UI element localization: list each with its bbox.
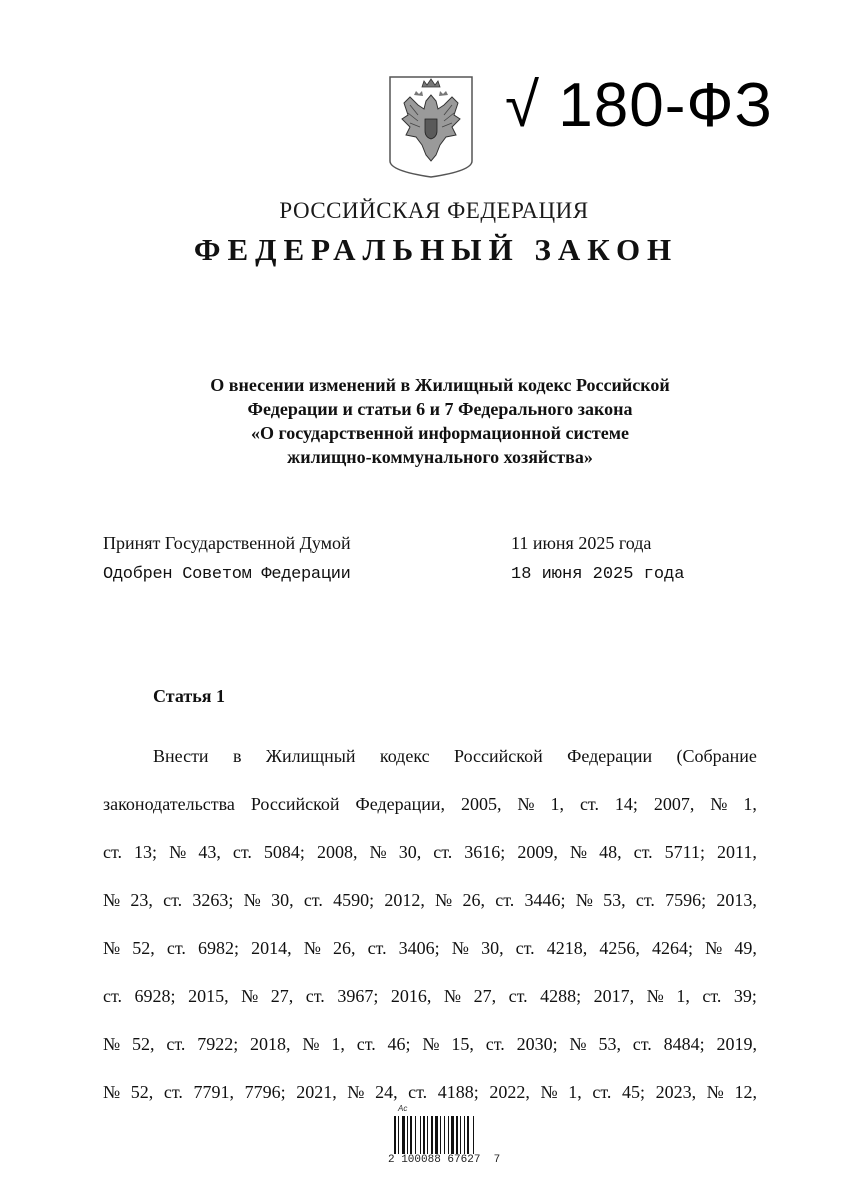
- article-word: 7922;: [197, 1034, 239, 1054]
- article-word: 3446;: [524, 890, 566, 910]
- article-word: ст.: [515, 938, 535, 958]
- article-line: [103, 876, 757, 924]
- article-word: 30,: [481, 938, 504, 958]
- article-word: 2013,: [716, 890, 757, 910]
- article-word: 48,: [599, 842, 622, 862]
- article-word: 46;: [387, 1034, 411, 1054]
- article-word: ст.: [163, 1082, 183, 1102]
- article-word: ст.: [579, 794, 599, 814]
- law-title-line: Федерации и статьи 6 и 7 Федерального закона: [247, 399, 633, 419]
- article-word: Российской: [454, 746, 543, 766]
- barcode-bar: [464, 1116, 465, 1154]
- article-word: Российской: [250, 794, 340, 814]
- law-title: [150, 373, 730, 469]
- article-word: 4256,: [599, 938, 640, 958]
- article-word: 2009,: [517, 842, 558, 862]
- law-number: √ 180-ФЗ: [505, 71, 773, 140]
- barcode-bar: [440, 1116, 441, 1154]
- article-word: 6928;: [134, 986, 176, 1006]
- barcode-bar: [407, 1116, 408, 1154]
- article-word: №: [569, 842, 588, 862]
- article-word: 2022,: [489, 1082, 530, 1102]
- article-word: 2030;: [516, 1034, 558, 1054]
- barcode-bar: [423, 1116, 425, 1154]
- article-word: 4288;: [540, 986, 582, 1006]
- law-title-line: жилищно-коммунального хозяйства»: [287, 447, 593, 467]
- barcode-bar: [451, 1116, 454, 1154]
- article-word: 53,: [603, 890, 626, 910]
- article-line: [103, 828, 757, 876]
- article-word: 7791,: [193, 1082, 234, 1102]
- article-word: 1,: [676, 986, 690, 1006]
- article-word: 3967;: [337, 986, 379, 1006]
- article-word: 2018,: [250, 1034, 291, 1054]
- article-word: ст.: [408, 1082, 428, 1102]
- article-word: №: [243, 890, 261, 910]
- article-word: 49,: [734, 938, 757, 958]
- article-word: №: [347, 1082, 365, 1102]
- law-title-line: «О государственной информационной системе: [251, 423, 629, 443]
- article-word: ст.: [633, 842, 653, 862]
- barcode-bar: [410, 1116, 412, 1154]
- article-word: №: [103, 1082, 121, 1102]
- article-word: ст.: [103, 986, 123, 1006]
- article-word: 30,: [271, 890, 294, 910]
- barcode-digits: 2 100088 67627 7: [388, 1154, 501, 1166]
- article-word: ст.: [495, 890, 515, 910]
- article-word: 2007,: [653, 794, 695, 814]
- article-word: №: [169, 842, 187, 862]
- article-word: 27,: [270, 986, 294, 1006]
- law-title-line: О внесении изменений в Жилищный кодекс Российской: [210, 375, 670, 395]
- article-word: 4264;: [651, 938, 693, 958]
- article-word: 2017,: [593, 986, 635, 1006]
- article-word: 2011,: [717, 842, 757, 862]
- article-word: ст.: [305, 986, 325, 1006]
- article-word: 2005,: [460, 794, 502, 814]
- article-word: 2012,: [384, 890, 425, 910]
- article-word: 53,: [598, 1034, 621, 1054]
- article-word: в: [232, 746, 242, 766]
- article-word: Внести: [153, 746, 209, 766]
- article-word: ст.: [166, 938, 186, 958]
- adoption-block: [103, 533, 723, 597]
- article-word: №: [575, 890, 593, 910]
- article-word: 2021,: [296, 1082, 337, 1102]
- article-word: №: [103, 1034, 121, 1054]
- article-word: №: [369, 842, 387, 862]
- barcode-bars: [394, 1116, 504, 1154]
- article-word: 1,: [331, 1034, 345, 1054]
- article-word: №: [646, 986, 664, 1006]
- article-word: ст.: [508, 986, 528, 1006]
- article-word: ст.: [166, 1034, 186, 1054]
- article-word: 2008,: [316, 842, 358, 862]
- duma-label: Принят Государственной Думой: [103, 533, 351, 553]
- article-word: 39;: [733, 986, 757, 1006]
- article-word: 2014,: [251, 938, 292, 958]
- article-word: 1,: [568, 1082, 582, 1102]
- barcode-bar: [394, 1116, 396, 1154]
- article-word: ст.: [356, 1034, 376, 1054]
- article-word: 3616;: [464, 842, 506, 862]
- article-word: 27,: [473, 986, 497, 1006]
- article-line: [103, 732, 757, 780]
- council-approval-row: [103, 565, 723, 597]
- barcode-bar: [448, 1116, 449, 1154]
- article-word: №: [103, 890, 121, 910]
- article-word: 23,: [130, 890, 153, 910]
- council-label: Одобрен Советом Федерации: [103, 565, 351, 584]
- coat-of-arms-icon: [388, 75, 474, 179]
- article-word: ст.: [163, 890, 183, 910]
- council-date: 18 июня 2025 года: [511, 565, 685, 584]
- article-word: №: [302, 1034, 320, 1054]
- article-word: 5084;: [263, 842, 305, 862]
- article-line: [103, 1020, 757, 1068]
- barcode-bar: [402, 1116, 405, 1154]
- article-word: 7596;: [665, 890, 707, 910]
- barcode-bar: [444, 1116, 445, 1154]
- article-word: 2019,: [716, 1034, 757, 1054]
- barcode-bar: [460, 1116, 461, 1154]
- article-word: 13;: [134, 842, 158, 862]
- article-word: 12,: [734, 1082, 757, 1102]
- barcode-bar: [415, 1116, 416, 1154]
- article-word: 2015,: [188, 986, 229, 1006]
- article-word: №: [540, 1082, 558, 1102]
- article-word: №: [443, 986, 462, 1006]
- article-word: №: [435, 890, 453, 910]
- article-word: №: [303, 938, 321, 958]
- article-word: 2023,: [655, 1082, 697, 1102]
- barcode-bar: [456, 1116, 458, 1154]
- article-word: №: [422, 1034, 440, 1054]
- article-word: (Собрание: [676, 746, 757, 766]
- barcode-bar: [467, 1116, 469, 1154]
- article-word: 3263;: [192, 890, 234, 910]
- document-type-heading: ФЕДЕРАЛЬНЫЙ ЗАКОН: [193, 232, 679, 267]
- article-word: ст.: [632, 1034, 652, 1054]
- article-word: 4590;: [333, 890, 375, 910]
- article-word: Федерации: [567, 746, 653, 766]
- article-word: №: [569, 1034, 587, 1054]
- article-word: ст.: [485, 1034, 505, 1054]
- article-heading: Статья 1: [153, 686, 225, 706]
- article-word: 30,: [398, 842, 422, 862]
- barcode-bar: [435, 1116, 438, 1154]
- article-word: 52,: [132, 938, 155, 958]
- article-word: 26,: [462, 890, 485, 910]
- article-word: 14;: [614, 794, 638, 814]
- article-line: [103, 780, 757, 828]
- article-word: ст.: [433, 842, 453, 862]
- article-word: 4188;: [437, 1082, 479, 1102]
- article-word: №: [451, 938, 469, 958]
- article-word: кодекс: [379, 746, 430, 766]
- article-line: [103, 924, 757, 972]
- article-word: №: [710, 794, 728, 814]
- barcode-bar: [427, 1116, 428, 1154]
- article-body: [103, 732, 757, 1116]
- article-word: №: [517, 794, 535, 814]
- article-word: 5711;: [664, 842, 705, 862]
- article-word: 52,: [132, 1034, 155, 1054]
- article-word: №: [241, 986, 259, 1006]
- country-heading: РОССИЙСКАЯ ФЕДЕРАЦИЯ: [279, 198, 589, 223]
- barcode-bar: [473, 1116, 474, 1154]
- article-word: 8484;: [663, 1034, 705, 1054]
- article-word: ст.: [303, 890, 323, 910]
- article-word: 15,: [451, 1034, 474, 1054]
- article-word: 43,: [198, 842, 221, 862]
- article-word: №: [103, 938, 121, 958]
- article-word: №: [706, 1082, 724, 1102]
- article-word: 6982;: [197, 938, 239, 958]
- article-word: 2016,: [390, 986, 432, 1006]
- article-word: 1,: [743, 794, 757, 814]
- article-word: 24,: [375, 1082, 398, 1102]
- barcode: [388, 1104, 508, 1174]
- article-word: законодательства: [103, 794, 235, 814]
- article-word: 3406;: [398, 938, 440, 958]
- article-word: ст.: [232, 842, 252, 862]
- article-word: 7796;: [244, 1082, 286, 1102]
- article-word: ст.: [592, 1082, 612, 1102]
- article-line: [103, 972, 757, 1020]
- article-word: 1,: [550, 794, 564, 814]
- barcode-bar: [431, 1116, 433, 1154]
- barcode-bar: [398, 1116, 399, 1154]
- article-word: 4218,: [546, 938, 588, 958]
- article-word: ст.: [367, 938, 387, 958]
- article-word: Жилищный: [265, 746, 356, 766]
- article-word: Федерации,: [355, 794, 445, 814]
- article-word: ст.: [635, 890, 655, 910]
- article-word: ст.: [702, 986, 722, 1006]
- article-word: ст.: [103, 842, 123, 862]
- article-word: 45;: [621, 1082, 645, 1102]
- duma-adoption-row: [103, 533, 723, 565]
- barcode-bar: [420, 1116, 421, 1154]
- barcode-mark: Ac: [398, 1104, 408, 1113]
- duma-date: 11 июня 2025 года: [511, 533, 652, 553]
- article-word: 26,: [332, 938, 356, 958]
- article-word: №: [705, 938, 723, 958]
- article-word: 52,: [130, 1082, 154, 1102]
